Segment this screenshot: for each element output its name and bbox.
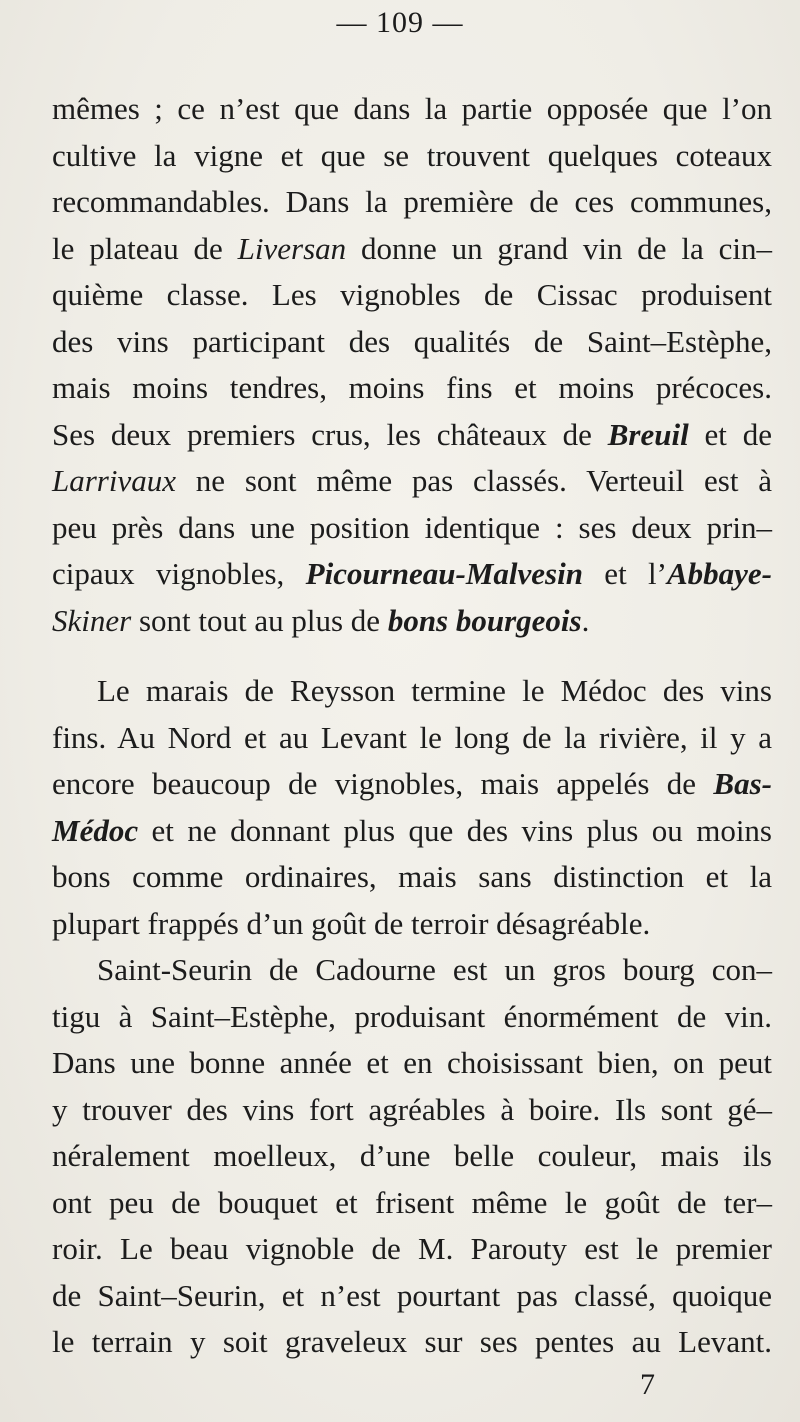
text-line: ont peu de bouquet et frisent même le goût de ter– [52,1184,772,1220]
text-line: mêmes ; ce n’est que dans la partie opposée que l’on [52,91,772,126]
text-run: donne un grand vin de la cin– [346,230,772,266]
text-run: sont tout au plus de [131,602,388,638]
text-line: plupart frappés d’un goût de terroir désagréable. [52,905,651,941]
text-line: mais moins tendres, moins fins et moins précoces. [52,370,772,405]
text-line: néralement moelleux, d’une belle couleur, mais ils [52,1138,772,1173]
paragraph-2 [52,668,772,1366]
text-line: tigu à Saint–Estèphe, produisant énormément de vin. [52,998,772,1034]
text-line: roir. Le beau vignoble de M. Parouty est le premier [52,1231,772,1266]
text-run: ne sont même pas classés. Verteuil est à [176,463,772,498]
text-line [52,458,772,505]
text-run: . [581,602,590,638]
text-line: bons comme ordinaires, mais sans distinction et la [52,859,772,894]
text-line: quième classe. Les vignobles de Cissac produisent [52,277,772,312]
region-name-bas-medoc: Bas- [713,766,772,801]
region-name-medoc: Médoc [52,812,139,848]
text-line: cultive la vigne et que se trouvent quelques coteaux [52,137,772,173]
text-run: Ses deux premiers crus, les châteaux de [52,416,608,452]
text-line: de Saint–Seurin, et n’est pourtant pas classé, quoique [52,1277,772,1313]
estate-name-larrivaux: Larrivaux [52,463,176,498]
estate-name-abbaye: Abbaye- [666,556,773,591]
text-run: et l’ [582,556,667,591]
text-line: des vins participant des qualités de Saint–Estèphe, [52,323,772,359]
text-line: Le marais de Reysson termine le Médoc des vins [97,673,772,708]
text-line: peu près dans une position identique : ses deux prin– [52,509,772,545]
text-line [52,761,772,808]
text-line [52,226,772,273]
text-line: Dans une bonne année et en choisissant bien, on peut [52,1045,772,1080]
page-header: — 109 — [336,6,464,39]
text-line: y trouver des vins fort agréables à boire. Ils sont gé– [52,1091,772,1127]
text-run: cipaux vignobles, [52,556,306,591]
text-line [52,598,772,645]
signature-mark: 7 [640,1368,655,1401]
classification-bons-bourgeois: bons bourgeois [387,602,582,638]
text-run: et de [688,416,772,452]
paragraph-1 [52,86,772,644]
estate-name-breuil: Breuil [607,416,689,452]
estate-name-picourneau: Picourneau-Malvesin [305,556,583,591]
text-line: fins. Au Nord et au Levant le long de la rivière, il y a [52,719,772,755]
text-line [52,808,772,855]
text-line [52,412,772,459]
text-line [52,551,772,598]
estate-name-skiner: Skiner [52,602,132,638]
text-run: encore beaucoup de vignobles, mais appelés de [52,766,714,801]
text-line: le terrain y soit graveleux sur ses pentes au Levant. [52,1324,772,1359]
text-run: et ne donnant plus que des vins plus ou moins [138,812,772,848]
text-line: recommandables. Dans la première de ces communes, [52,184,772,219]
text-run: le plateau de [52,230,238,266]
place-name-liversan: Liversan [237,230,347,266]
text-line: Saint-Seurin de Cadourne est un gros bourg con– [97,952,772,987]
